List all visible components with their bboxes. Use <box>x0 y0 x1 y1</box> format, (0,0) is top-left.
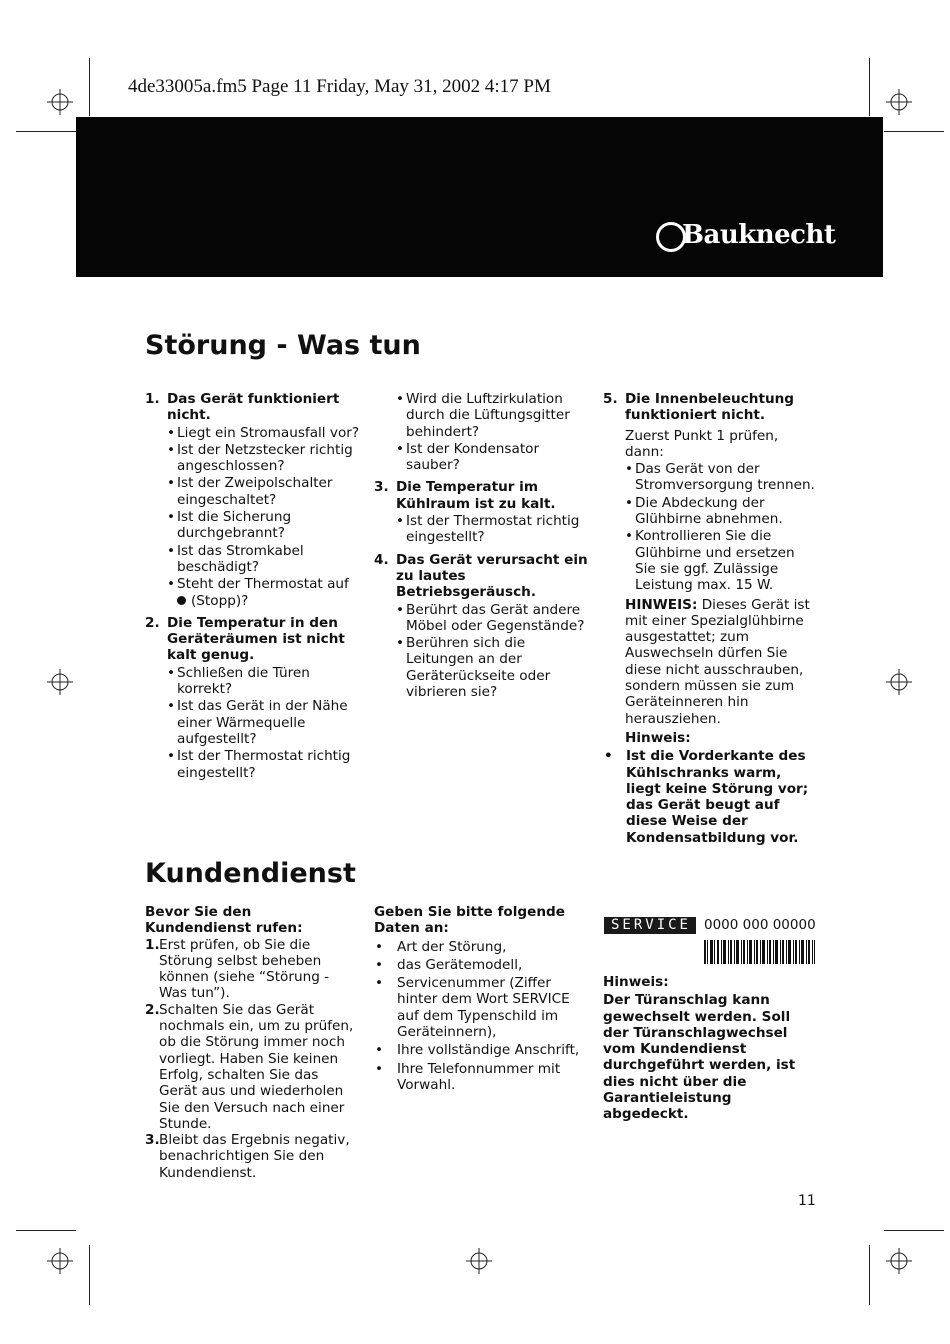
registration-mark-icon <box>466 1248 492 1274</box>
troubleshooting-column-3 <box>603 387 819 846</box>
registration-mark-icon <box>47 89 73 115</box>
list-item: • Schließen die Türen korrekt? <box>167 664 310 698</box>
crop-mark <box>884 1230 944 1231</box>
registration-mark-icon <box>47 1248 73 1274</box>
list-item: • Ist die Sicherung durchgebrannt? <box>167 509 292 542</box>
hint-text: Der Türanschlag kann gewechselt werden. Soll der Türanschlagwechsel vom Kundendienst durchgeführt werden, ist dies nicht über die Garantieleistung abgedeckt. <box>603 992 796 1123</box>
list-item: • Ist das Stromkabel beschädigt? <box>167 542 304 575</box>
service-number: 0000 000 00000 <box>704 917 816 933</box>
crop-mark <box>89 1245 90 1305</box>
list-item: • Ist das Gerät in der Nähe einer Wärmequelle aufgestellt? <box>167 698 348 747</box>
before-heading: Bevor Sie den Kundendienst rufen: <box>145 904 303 937</box>
barcode-icon <box>704 940 815 964</box>
stop-dot-icon <box>177 596 186 605</box>
section-heading: 3. Die Temperatur im Kühlraum ist zu kalt. <box>374 479 556 512</box>
list-item: • Servicenummer (Ziffer hinter dem Wort SERVICE auf dem Typenschild im Geräteinnern), <box>375 975 570 1041</box>
data-heading: Geben Sie bitte folgende Daten an: <box>374 904 565 937</box>
service-label: SERVICE <box>604 917 696 934</box>
list-item: • Ist der Thermostat richtig eingestellt? <box>167 748 351 781</box>
hint-label: Hinweis: <box>603 974 669 990</box>
crop-mark <box>16 131 76 132</box>
step-item: 2. Schalten Sie das Gerät nochmals ein, um zu prüfen, ob die Störung immer noch vorliegt. Haben Sie keinen Erfolg, schalten Sie das Gerät aus und wiederholen Sie den Versuch nach einer Stunde. <box>145 1001 354 1132</box>
step-item: 3. Bleibt das Ergebnis negativ, benachrichtigen Sie den Kundendienst. <box>145 1132 350 1181</box>
logo-text: Bauknecht <box>682 220 836 250</box>
section-heading: 5. Die Innenbeleuchtung funktioniert nicht. <box>603 391 795 424</box>
list-item: • Ihre Telefonnummer mit Vorwahl. <box>375 1060 561 1093</box>
crop-mark <box>89 58 90 116</box>
section-intro: Zuerst Punkt 1 prüfen, dann: <box>625 427 779 460</box>
note-paragraph: HINWEIS: Dieses Gerät ist mit einer Spezialglühbirne ausgestattet; zum Auswechseln dürfen Sie diese nicht ausschrauben, sondern müssen sie zum Geräteinneren hin herausziehen. <box>625 596 810 727</box>
crop-mark <box>884 131 944 132</box>
registration-mark-icon <box>886 669 912 695</box>
troubleshooting-title: Störung - Was tun <box>145 330 421 361</box>
list-item: • Liegt ein Stromausfall vor? <box>167 424 360 441</box>
list-item: • Berühren sich die Leitungen an der Geräterückseite oder vibrieren sie? <box>396 635 551 701</box>
list-item: • Art der Störung, <box>375 938 507 955</box>
list-item: • das Gerätemodell, <box>375 956 523 973</box>
list-item: • Ist der Kondensator sauber? <box>396 440 540 474</box>
step-item: 1. Erst prüfen, ob Sie die Störung selbst beheben können (siehe “Störung - Was tun”). <box>145 936 330 1002</box>
list-item: • Berührt das Gerät andere Möbel oder Gegenstände? <box>396 601 585 634</box>
crop-mark <box>869 58 870 116</box>
list-item: • Wird die Luftzirkulation durch die Lüftungsgitter behindert? <box>396 391 570 440</box>
hint-label: Hinweis: <box>625 729 691 746</box>
customer-service-column-1 <box>145 904 359 1181</box>
crop-mark <box>869 1245 870 1305</box>
list-item: • Die Abdeckung der Glühbirne abnehmen. <box>625 494 783 528</box>
list-item: • Steht der Thermostat auf (Stopp)? <box>167 576 349 609</box>
brand-logo <box>656 218 836 258</box>
registration-mark-icon <box>47 669 73 695</box>
list-item: • Das Gerät von der Stromversorgung trennen. <box>625 461 815 494</box>
troubleshooting-column-2 <box>374 387 596 700</box>
page-number: 11 <box>798 1193 816 1209</box>
troubleshooting-column-1 <box>145 387 367 781</box>
customer-service-column-2 <box>374 904 586 1093</box>
section-heading: 4. Das Gerät verursacht ein zu lautes Betriebsgeräusch. <box>374 551 588 601</box>
list-item: • Ist der Zweipolschalter eingeschaltet? <box>167 475 333 508</box>
list-item: • Ist der Thermostat richtig eingestellt? <box>396 513 580 546</box>
slug-line: 4de33005a.fm5 Page 11 Friday, May 31, 2002 4:17 PM <box>128 76 551 97</box>
hint-text: • Ist die Vorderkante des Kühlschranks warm, liegt keine Störung vor; das Gerät beugt auf diese Weise der Kondensatbildung vor. <box>604 748 809 846</box>
list-item: • Ist der Netzstecker richtig angeschlossen? <box>167 441 353 475</box>
list-item: • Kontrollieren Sie die Glühbirne und ersetzen Sie sie ggf. Zulässige Leistung max. 15 W. <box>625 528 795 594</box>
crop-mark <box>16 1230 76 1231</box>
list-item: • Ihre vollständige Anschrift, <box>375 1042 580 1059</box>
customer-service-title: Kundendienst <box>145 858 356 889</box>
customer-service-column-3 <box>603 974 815 1123</box>
section-heading: 1. Das Gerät funktioniert nicht. <box>145 391 340 424</box>
registration-mark-icon <box>886 1248 912 1274</box>
registration-mark-icon <box>886 89 912 115</box>
section-heading: 2. Die Temperatur in den Geräteräumen ist nicht kalt genug. <box>145 614 345 664</box>
